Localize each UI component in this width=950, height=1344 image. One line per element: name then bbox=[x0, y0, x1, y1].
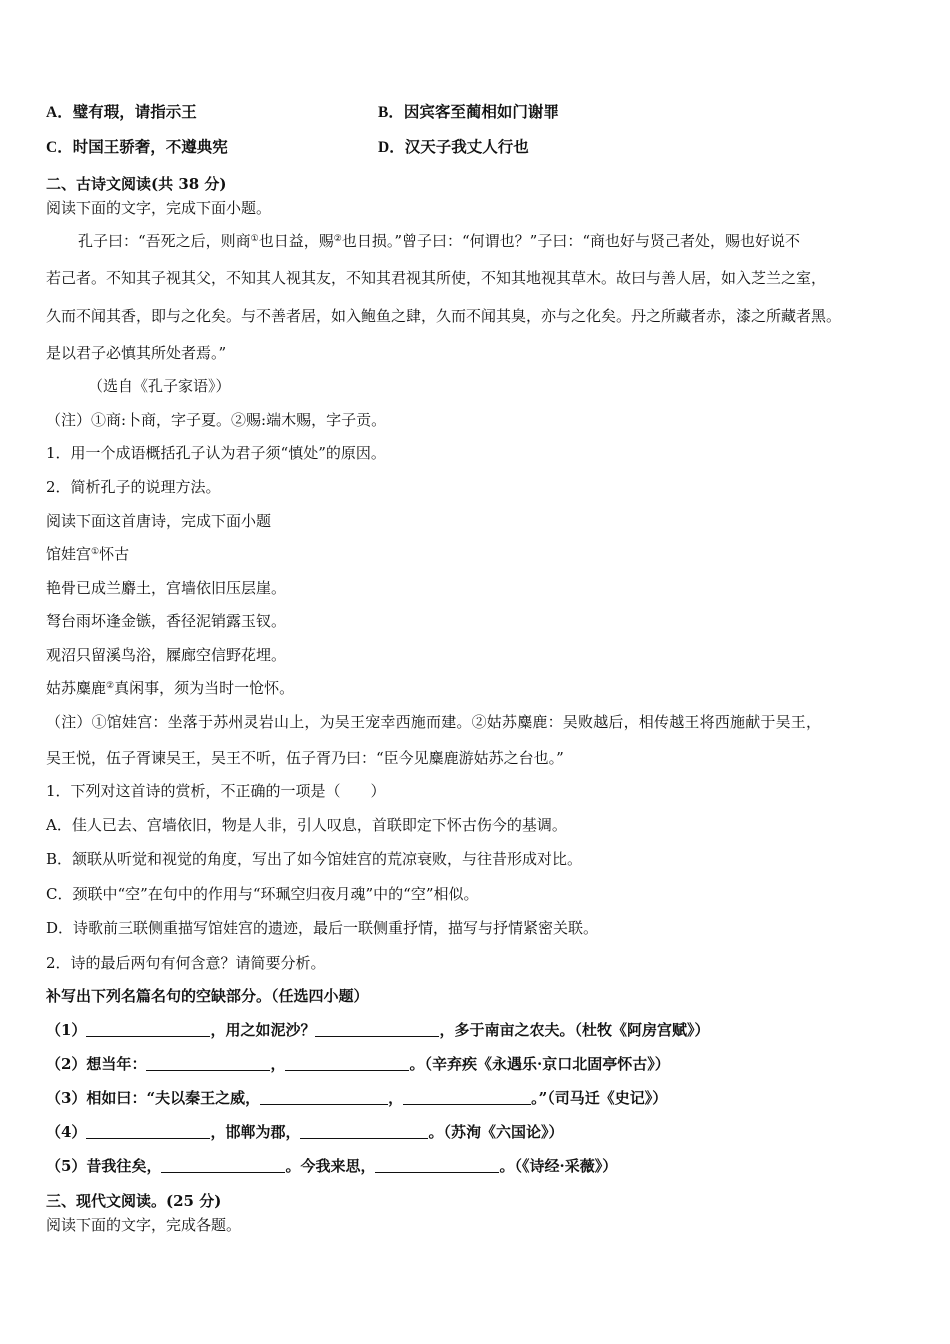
fill-text: 。今我来思， bbox=[285, 1157, 376, 1175]
poem-intro: 阅读下面这首唐诗，完成下面小题 bbox=[46, 512, 272, 530]
answer-blank[interactable] bbox=[403, 1090, 531, 1105]
answer-blank[interactable] bbox=[300, 1124, 428, 1139]
option-text: 因宾客至蔺相如门谢罪 bbox=[403, 102, 559, 121]
passage-text: 也日损。”曾子曰：“何谓也？”子曰：“商也好与贤己者处，赐也好说不 bbox=[341, 232, 801, 250]
poem-text: 真闲事，须为当时一怆怀。 bbox=[114, 679, 295, 697]
passage-line: 久而不闻其香，即与之化矣。与不善者居，如入鲍鱼之肆，久而不闻其臭，亦与之化矣。丹之所藏者赤，漆之所藏者黑。 bbox=[46, 307, 842, 325]
fill-text: ， bbox=[388, 1089, 404, 1107]
footnote-mark: ② bbox=[106, 681, 115, 691]
answer-blank[interactable] bbox=[86, 1022, 210, 1037]
fill-item bbox=[46, 1122, 563, 1142]
footnote-mark: ② bbox=[333, 234, 342, 244]
poem-note: （注）①馆娃宫：坐落于苏州灵岩山上，为吴王宠幸西施而建。②姑苏麋鹿：吴败越后，相传越王将西施献于吴王， bbox=[46, 713, 822, 731]
option-c bbox=[46, 137, 228, 158]
option-text: 汉天子我丈人行也 bbox=[404, 137, 529, 156]
answer-blank[interactable] bbox=[315, 1022, 439, 1037]
passage-text: 孔子曰：“吾死之后，则商 bbox=[78, 232, 251, 250]
passage-line: 是以君子必慎其所处者焉。” bbox=[46, 344, 227, 362]
option-letter: D． bbox=[378, 139, 405, 156]
footnote-mark: ① bbox=[91, 547, 100, 557]
poem-title bbox=[46, 544, 129, 564]
poem-line: 艳骨已成兰麝土，宫墙依旧压层崖。 bbox=[46, 579, 287, 597]
fill-text: ， bbox=[270, 1055, 286, 1073]
option-a bbox=[46, 102, 197, 123]
section-heading: 二、古诗文阅读(共 38 分) bbox=[46, 175, 227, 193]
answer-blank[interactable] bbox=[86, 1124, 210, 1139]
fill-text: 。（苏洵《六国论》） bbox=[428, 1123, 564, 1141]
passage-source: （选自《孔子家语》） bbox=[88, 377, 231, 395]
passage-line: 若己者。不知其子视其父，不知其人视其友，不知其君视其所使，不知其地视其草木。故曰与善人居，如入芝兰之室， bbox=[46, 269, 827, 287]
fill-text: （1） bbox=[46, 1021, 87, 1039]
choice: A．佳人已去、宫墙依旧，物是人非，引人叹息，首联即定下怀古伤今的基调。 bbox=[46, 816, 567, 834]
poem-text: 姑苏麋鹿 bbox=[46, 679, 107, 697]
answer-blank[interactable] bbox=[161, 1158, 285, 1173]
fill-text: （2）想当年： bbox=[46, 1055, 147, 1073]
fill-text: 。（辛弃疾《永遇乐·京口北固亭怀古》） bbox=[409, 1055, 670, 1073]
option-text: 时国王骄奢，不遵典宪 bbox=[72, 137, 228, 156]
poem-title-text: 馆娃宫 bbox=[46, 545, 92, 563]
fill-item bbox=[46, 1020, 709, 1040]
poem-line bbox=[46, 678, 294, 698]
poem-line: 观沼只留溪鸟浴，屧廊空信野花埋。 bbox=[46, 646, 287, 664]
answer-blank[interactable] bbox=[285, 1056, 409, 1071]
fill-text: （3）相如曰：“夫以秦王之威， bbox=[46, 1089, 261, 1107]
option-d bbox=[378, 137, 529, 158]
choice: B．颔联从听觉和视觉的角度，写出了如今馆娃宫的荒凉衰败，与往昔形成对比。 bbox=[46, 850, 583, 868]
section-intro: 阅读下面的文字，完成各题。 bbox=[46, 1216, 242, 1234]
fill-text: （4） bbox=[46, 1123, 87, 1141]
poem-title-text: 怀古 bbox=[99, 545, 130, 563]
fill-text: 。（《诗经·采薇》） bbox=[499, 1157, 618, 1175]
footnote-mark: ① bbox=[250, 234, 259, 244]
option-letter: A． bbox=[46, 104, 73, 121]
fill-text: ，用之如泥沙？ bbox=[210, 1021, 316, 1039]
choice: C．颈联中“空”在句中的作用与“环珮空归夜月魂”中的“空”相似。 bbox=[46, 885, 479, 903]
option-letter: B． bbox=[378, 104, 404, 121]
fill-heading: 补写出下列名篇名句的空缺部分。（任选四小题） bbox=[46, 987, 369, 1005]
option-text: 璧有瑕，请指示王 bbox=[72, 102, 197, 121]
fill-text: ，多于南亩之农夫。（杜牧《阿房宫赋》） bbox=[439, 1021, 710, 1039]
option-b bbox=[378, 102, 559, 123]
section-heading: 三、现代文阅读。(25 分) bbox=[46, 1192, 222, 1210]
section-intro: 阅读下面的文字，完成下面小题。 bbox=[46, 199, 272, 217]
question: 1．下列对这首诗的赏析，不正确的一项是（ ） bbox=[46, 782, 386, 800]
choice: D．诗歌前三联侧重描写馆娃宫的遗迹，最后一联侧重抒情，描写与抒情紧密关联。 bbox=[46, 919, 599, 937]
answer-blank[interactable] bbox=[146, 1056, 270, 1071]
fill-text: 。”（司马迁《史记》） bbox=[531, 1089, 668, 1107]
poem-line: 弩台雨坏逢金镞，香径泥销露玉钗。 bbox=[46, 612, 287, 630]
fill-text: （5）昔我往矣， bbox=[46, 1157, 162, 1175]
poem-note: 吴王悦，伍子胥谏吴王，吴王不听，伍子胥乃曰：“臣今见麋鹿游姑苏之台也。” bbox=[46, 749, 564, 767]
option-letter: C． bbox=[46, 139, 73, 156]
question: 2．简析孔子的说理方法。 bbox=[46, 478, 221, 496]
passage-line bbox=[78, 231, 800, 251]
passage-note: （注）①商:卜商，字子夏。②赐:端木赐，字子贡。 bbox=[46, 411, 387, 429]
fill-item bbox=[46, 1156, 617, 1176]
answer-blank[interactable] bbox=[260, 1090, 388, 1105]
fill-text: ，邯郸为郡， bbox=[210, 1123, 301, 1141]
fill-item bbox=[46, 1088, 667, 1108]
question: 1．用一个成语概括孔子认为君子须“慎处”的原因。 bbox=[46, 444, 386, 462]
passage-text: 也日益，赐 bbox=[258, 232, 334, 250]
answer-blank[interactable] bbox=[375, 1158, 499, 1173]
fill-item bbox=[46, 1054, 670, 1074]
question: 2．诗的最后两句有何含意？请简要分析。 bbox=[46, 954, 326, 972]
